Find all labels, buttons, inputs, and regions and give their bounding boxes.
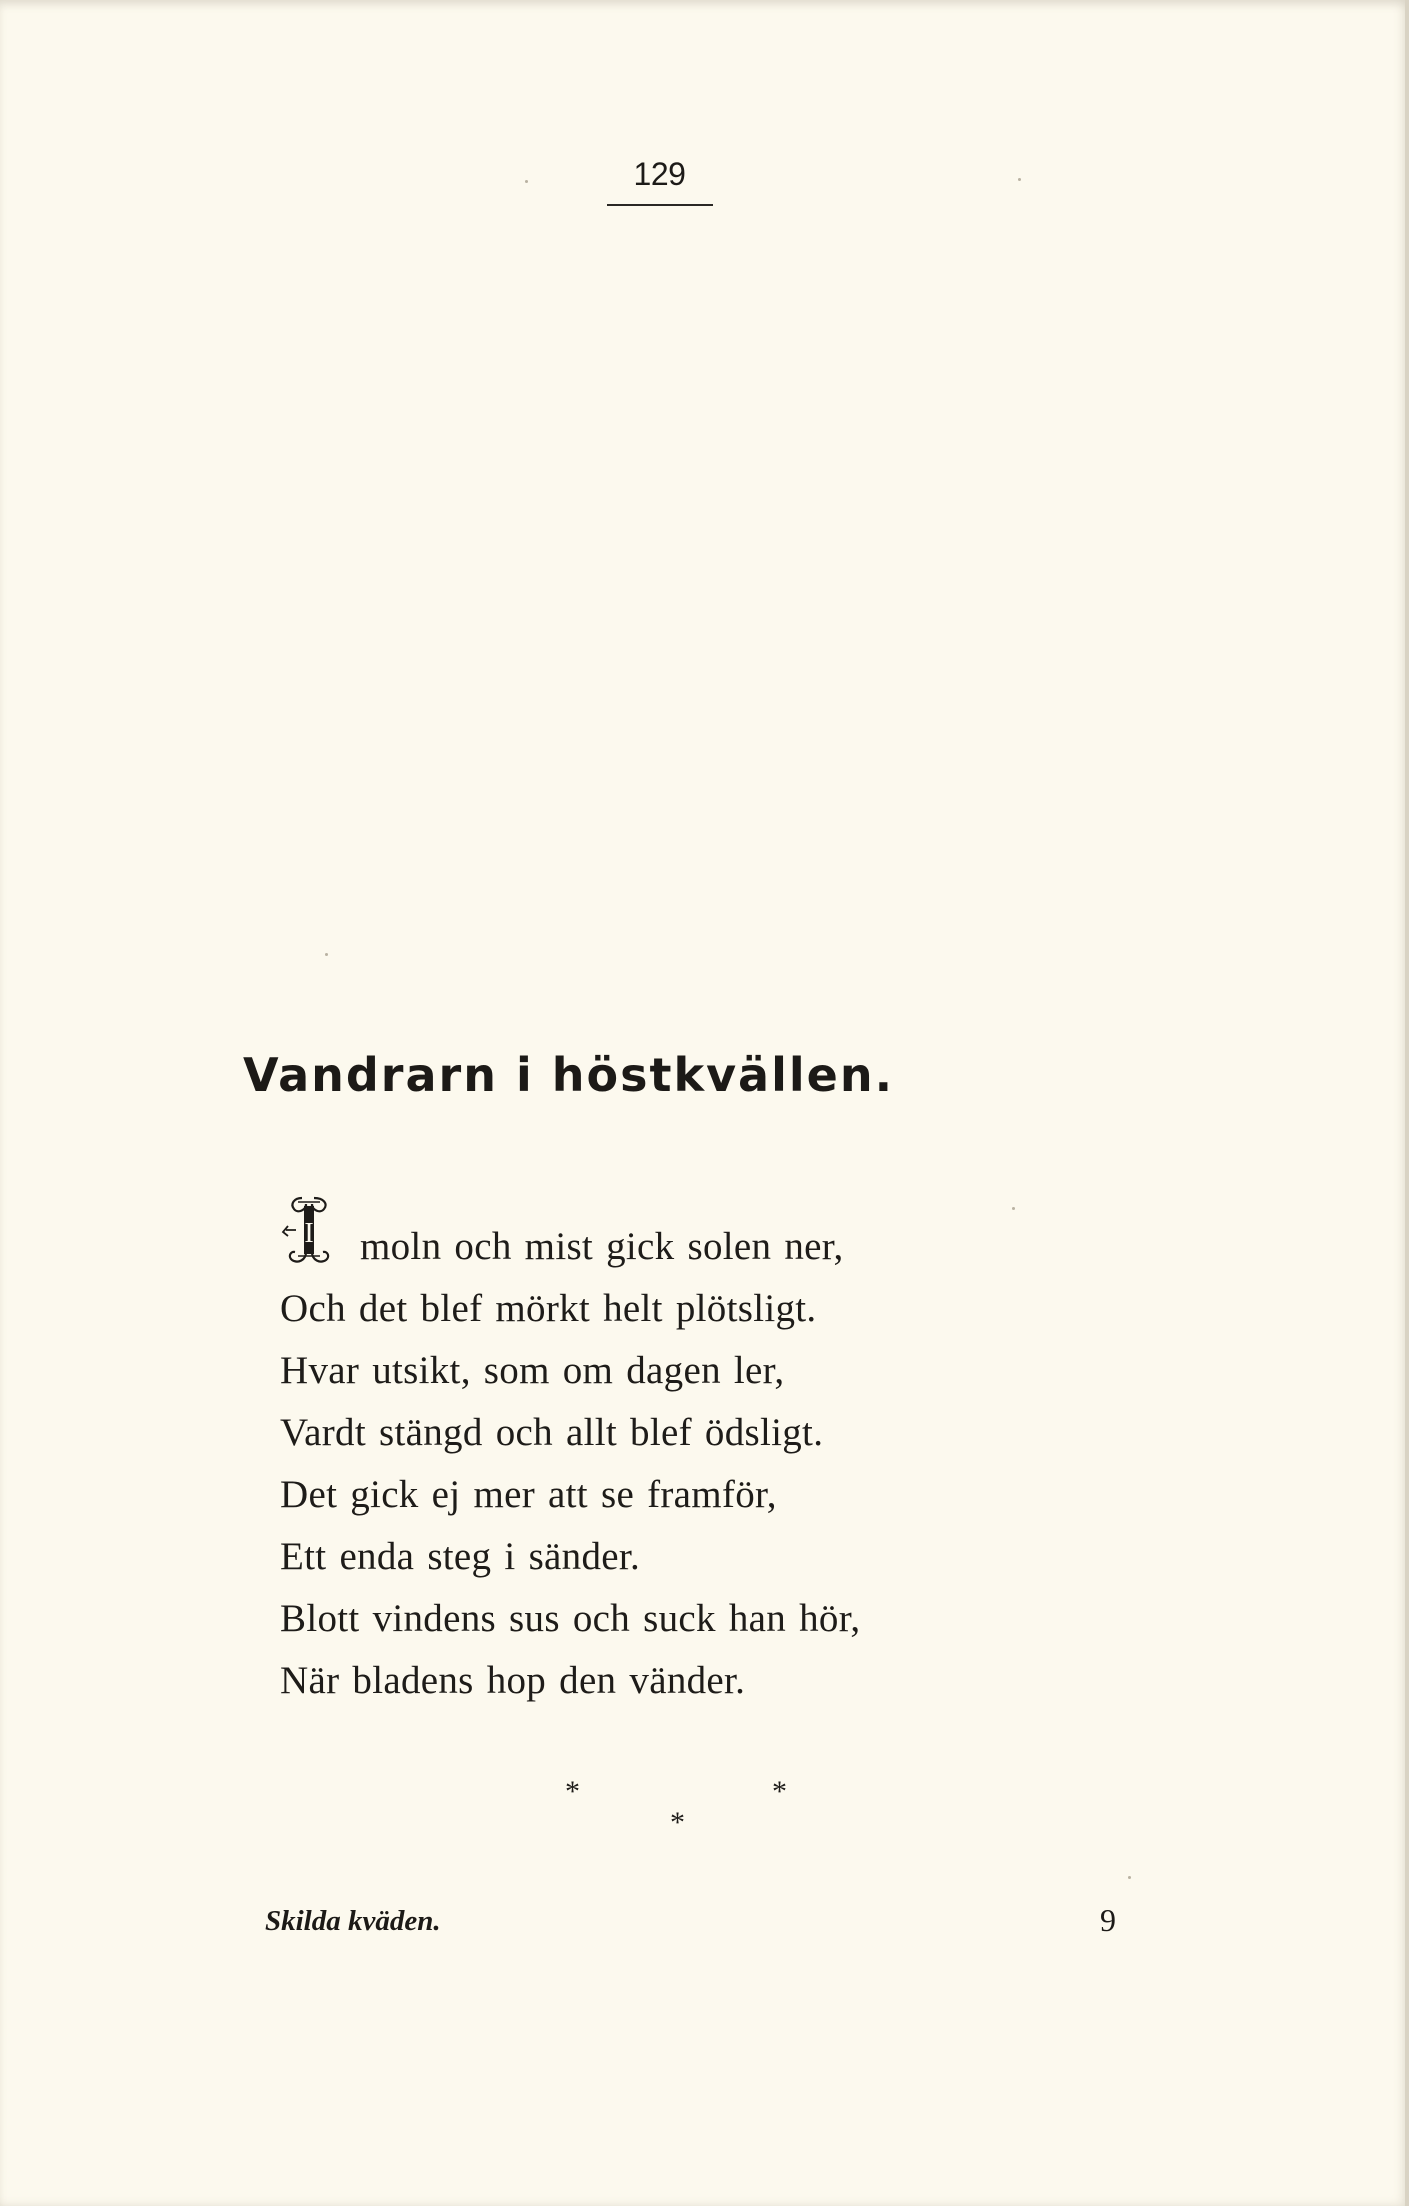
- separator-asterisk: *: [565, 1775, 580, 1808]
- poem-line: Och det blef mörkt helt plötsligt.: [280, 1287, 817, 1330]
- separator-asterisk: *: [772, 1775, 787, 1808]
- poem-line: moln och mist gick solen ner,: [360, 1225, 844, 1268]
- poem-line: Det gick ej mer att se framför,: [280, 1473, 777, 1516]
- poem-body: [280, 1216, 1180, 1712]
- poem-line: Hvar utsikt, som om dagen ler,: [280, 1349, 785, 1392]
- poem-line: Ett enda steg i sänder.: [280, 1535, 641, 1578]
- poem-line: Blott vindens sus och suck han hör,: [280, 1597, 861, 1640]
- paper-speck: [1012, 1207, 1015, 1210]
- paper-speck: [525, 180, 528, 183]
- page-number-underline: [607, 204, 713, 206]
- page-number: 129: [633, 156, 686, 192]
- initial-letter: I: [304, 1218, 314, 1249]
- paper-speck: [1018, 178, 1021, 181]
- poem-title: Vandrarn i höstkvällen.: [243, 1048, 895, 1102]
- poem-line: Vardt stängd och allt blef ödsligt.: [280, 1411, 824, 1454]
- separator-asterisk: *: [670, 1806, 685, 1839]
- paper-speck: [1128, 1876, 1131, 1879]
- poem-line: När bladens hop den vänder.: [280, 1659, 746, 1702]
- paper-speck: [325, 953, 328, 956]
- sheet-number: 9: [1100, 1902, 1116, 1938]
- signature-mark: Skilda kväden.: [265, 1905, 441, 1937]
- page-edge: [1405, 0, 1409, 2206]
